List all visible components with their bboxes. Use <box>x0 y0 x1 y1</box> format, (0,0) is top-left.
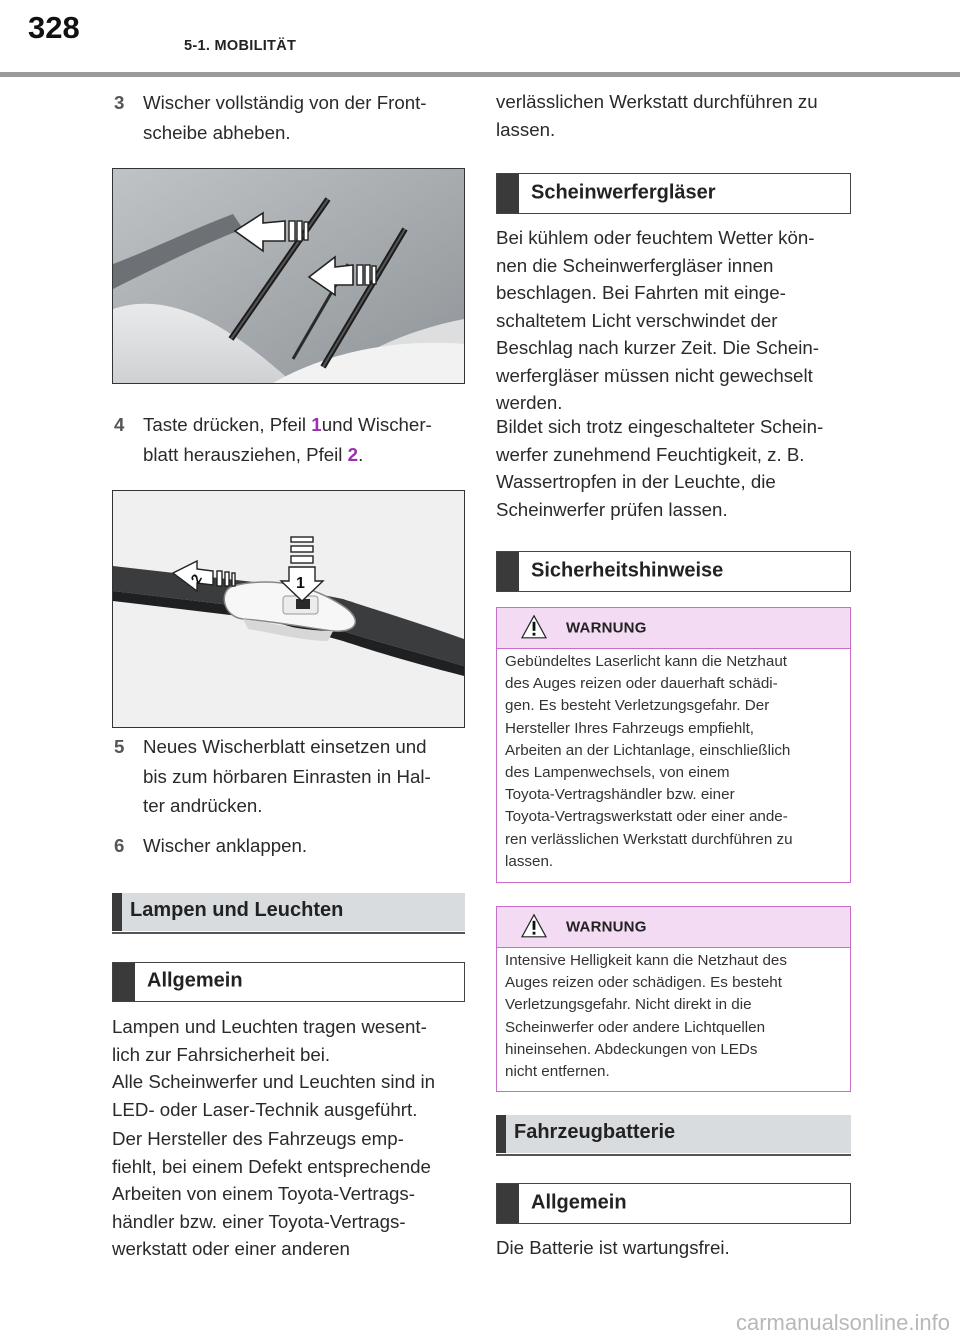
warning-header <box>497 907 850 948</box>
paragraph-manufacturer <box>112 1125 472 1263</box>
warning-line: Scheinwerfer oder andere Lichtquellen <box>505 1018 766 1036</box>
heading-rule <box>112 932 465 934</box>
step-number: 6 <box>114 835 125 856</box>
step-text: blatt herausziehen, Pfeil <box>143 443 348 465</box>
step-text-line: bis zum hörbaren Einrasten in Hal- <box>143 765 431 787</box>
paragraph-led-laser <box>112 1068 472 1123</box>
step-number: 3 <box>114 92 125 113</box>
warning-line: Hersteller Ihres Fahrzeugs empfiehlt, <box>505 719 755 737</box>
step-text-line: Wischer vollständig von der Front- <box>143 92 427 113</box>
text-line: lassen. <box>496 118 556 140</box>
step-text: und Wischer- <box>321 414 432 435</box>
paragraph-continuation <box>496 88 856 143</box>
warning-line: Verletzungsgefahr. Nicht direkt in die <box>505 996 752 1014</box>
paragraph-moisture <box>496 413 856 523</box>
figure-windshield-wipers <box>112 168 465 384</box>
text-line: Arbeiten von einem Toyota-Vertrags- <box>112 1183 415 1204</box>
text-line: Alle Scheinwerfer und Leuchten sind in <box>112 1071 436 1092</box>
text-line: werfer zunehmend Feuchtigkeit, z. B. <box>496 443 805 465</box>
step-text-line <box>143 410 473 440</box>
step-text-line: Neues Wischerblatt einsetzen und <box>143 736 427 757</box>
warning-line: des Auges reizen oder dauerhaft schädi- <box>505 675 778 693</box>
warning-title: WARNUNG <box>566 918 647 936</box>
heading-bar <box>113 963 135 1001</box>
text-line: Der Hersteller des Fahrzeugs emp- <box>112 1128 404 1149</box>
heading-rule <box>496 1154 851 1156</box>
text-line: verlässlichen Werkstatt durchführen zu <box>496 91 818 112</box>
text-line: werfergläser müssen nicht gewechselt <box>496 364 813 386</box>
heading-label: Scheinwerfergläser <box>531 181 716 204</box>
warning-line: Arbeiten an der Lichtanlage, einschließlich <box>505 741 791 759</box>
heading-bar <box>496 1115 506 1153</box>
text-line: händler bzw. einer Toyota-Vertrags- <box>112 1210 406 1232</box>
step-5 <box>114 732 473 821</box>
heading-bar <box>497 174 519 213</box>
heading-general <box>112 962 465 1002</box>
step-text-line <box>143 440 473 470</box>
warning-triangle-icon <box>521 914 547 938</box>
figure-label-1: 1 <box>296 575 305 592</box>
warning-body <box>505 950 844 1083</box>
warning-body <box>505 651 844 873</box>
heading-battery-general <box>496 1183 851 1224</box>
header-rule <box>0 72 960 77</box>
paragraph-fogging <box>496 224 856 417</box>
text-line: Scheinwerfer prüfen lassen. <box>496 498 728 520</box>
heading-label: Fahrzeugbatterie <box>514 1121 676 1144</box>
step-text-line: scheibe abheben. <box>143 121 291 143</box>
heading-safety <box>496 551 851 592</box>
warning-line: Auges reizen oder schädigen. Es besteht <box>505 974 782 992</box>
text-line: Wassertropfen in der Leuchte, die <box>496 471 776 492</box>
heading-label: Allgemein <box>531 1191 627 1214</box>
warning-line: hineinsehen. Abdeckungen von LEDs <box>505 1040 758 1058</box>
warning-line: lassen. <box>505 852 554 870</box>
text-line: werkstatt oder einer anderen <box>112 1238 350 1259</box>
text-line: Lampen und Leuchten tragen wesent- <box>112 1016 427 1037</box>
step-number: 4 <box>114 414 125 435</box>
wiper-blade-illustration <box>113 491 464 727</box>
warning-header <box>497 608 850 649</box>
heading-headlamp-glass <box>496 173 851 214</box>
step-text: . <box>358 443 364 465</box>
heading-label: Allgemein <box>147 969 243 992</box>
heading-bar <box>112 893 122 931</box>
heading-bar <box>497 1184 519 1223</box>
warning-line: Toyota-Vertragshändler bzw. einer <box>505 786 735 804</box>
figure-wiper-blade <box>112 490 465 728</box>
text-line: Bei kühlem oder feuchtem Wetter kön- <box>496 227 815 248</box>
arrow-ref-2: 2 <box>347 443 359 465</box>
warning-line: Toyota-Vertragswerkstatt oder einer ande- <box>505 808 788 826</box>
heading-lamps <box>112 893 465 931</box>
text-line: beschlagen. Bei Fahrten mit einge- <box>496 282 786 303</box>
warning-title: WARNUNG <box>566 619 647 637</box>
page-number: 328 <box>28 10 80 45</box>
warning-line: nicht entfernen. <box>505 1063 610 1081</box>
step-text-line: ter andrücken. <box>143 795 263 816</box>
warning-line: Intensive Helligkeit kann die Netzhaut des <box>505 952 787 969</box>
text-line: nen die Scheinwerfergläser innen <box>496 254 774 276</box>
heading-label: Sicherheitshinweise <box>531 559 724 582</box>
text-line: Bildet sich trotz eingeschalteter Schein- <box>496 416 824 437</box>
text-line: LED- oder Laser-Technik ausgeführt. <box>112 1098 418 1120</box>
warning-box-brightness <box>496 906 851 1092</box>
warning-box-laser <box>496 607 851 883</box>
warning-line: gen. Es besteht Verletzungsgefahr. Der <box>505 697 770 715</box>
text-line: schaltetem Licht verschwindet der <box>496 309 778 331</box>
paragraph-battery <box>496 1234 856 1262</box>
step-3 <box>114 88 473 147</box>
heading-label: Lampen und Leuchten <box>130 899 344 922</box>
text-line: lich zur Fahrsicherheit bei. <box>112 1043 331 1065</box>
text-line: werden. <box>496 392 563 413</box>
step-text: Taste drücken, Pfeil <box>143 414 312 435</box>
warning-line: Gebündeltes Laserlicht kann die Netzhaut <box>505 653 787 670</box>
watermark: carmanualsonline.info <box>735 1310 950 1335</box>
heading-bar <box>497 552 519 591</box>
step-number: 5 <box>114 736 125 757</box>
step-6 <box>114 831 473 861</box>
step-4 <box>114 410 473 469</box>
section-title: 5-1. MOBILITÄT <box>184 38 297 54</box>
windshield-wiper-illustration <box>113 169 464 383</box>
warning-line: ren verlässlichen Werkstatt durchführen zu <box>505 830 793 848</box>
figure-label-2: 2 <box>187 571 205 586</box>
warning-line: des Lampenwechsels, von einem <box>505 764 730 782</box>
text-line: Beschlag nach kurzer Zeit. Die Schein- <box>496 337 820 358</box>
arrow-ref-1: 1 <box>311 414 322 435</box>
step-text-line: Wischer anklappen. <box>143 835 308 856</box>
paragraph-lamps-safety <box>112 1013 472 1068</box>
warning-triangle-icon <box>521 615 547 639</box>
heading-battery <box>496 1115 851 1153</box>
text-line: Die Batterie ist wartungsfrei. <box>496 1237 730 1258</box>
text-line: fiehlt, bei einem Defekt entsprechende <box>112 1155 431 1177</box>
